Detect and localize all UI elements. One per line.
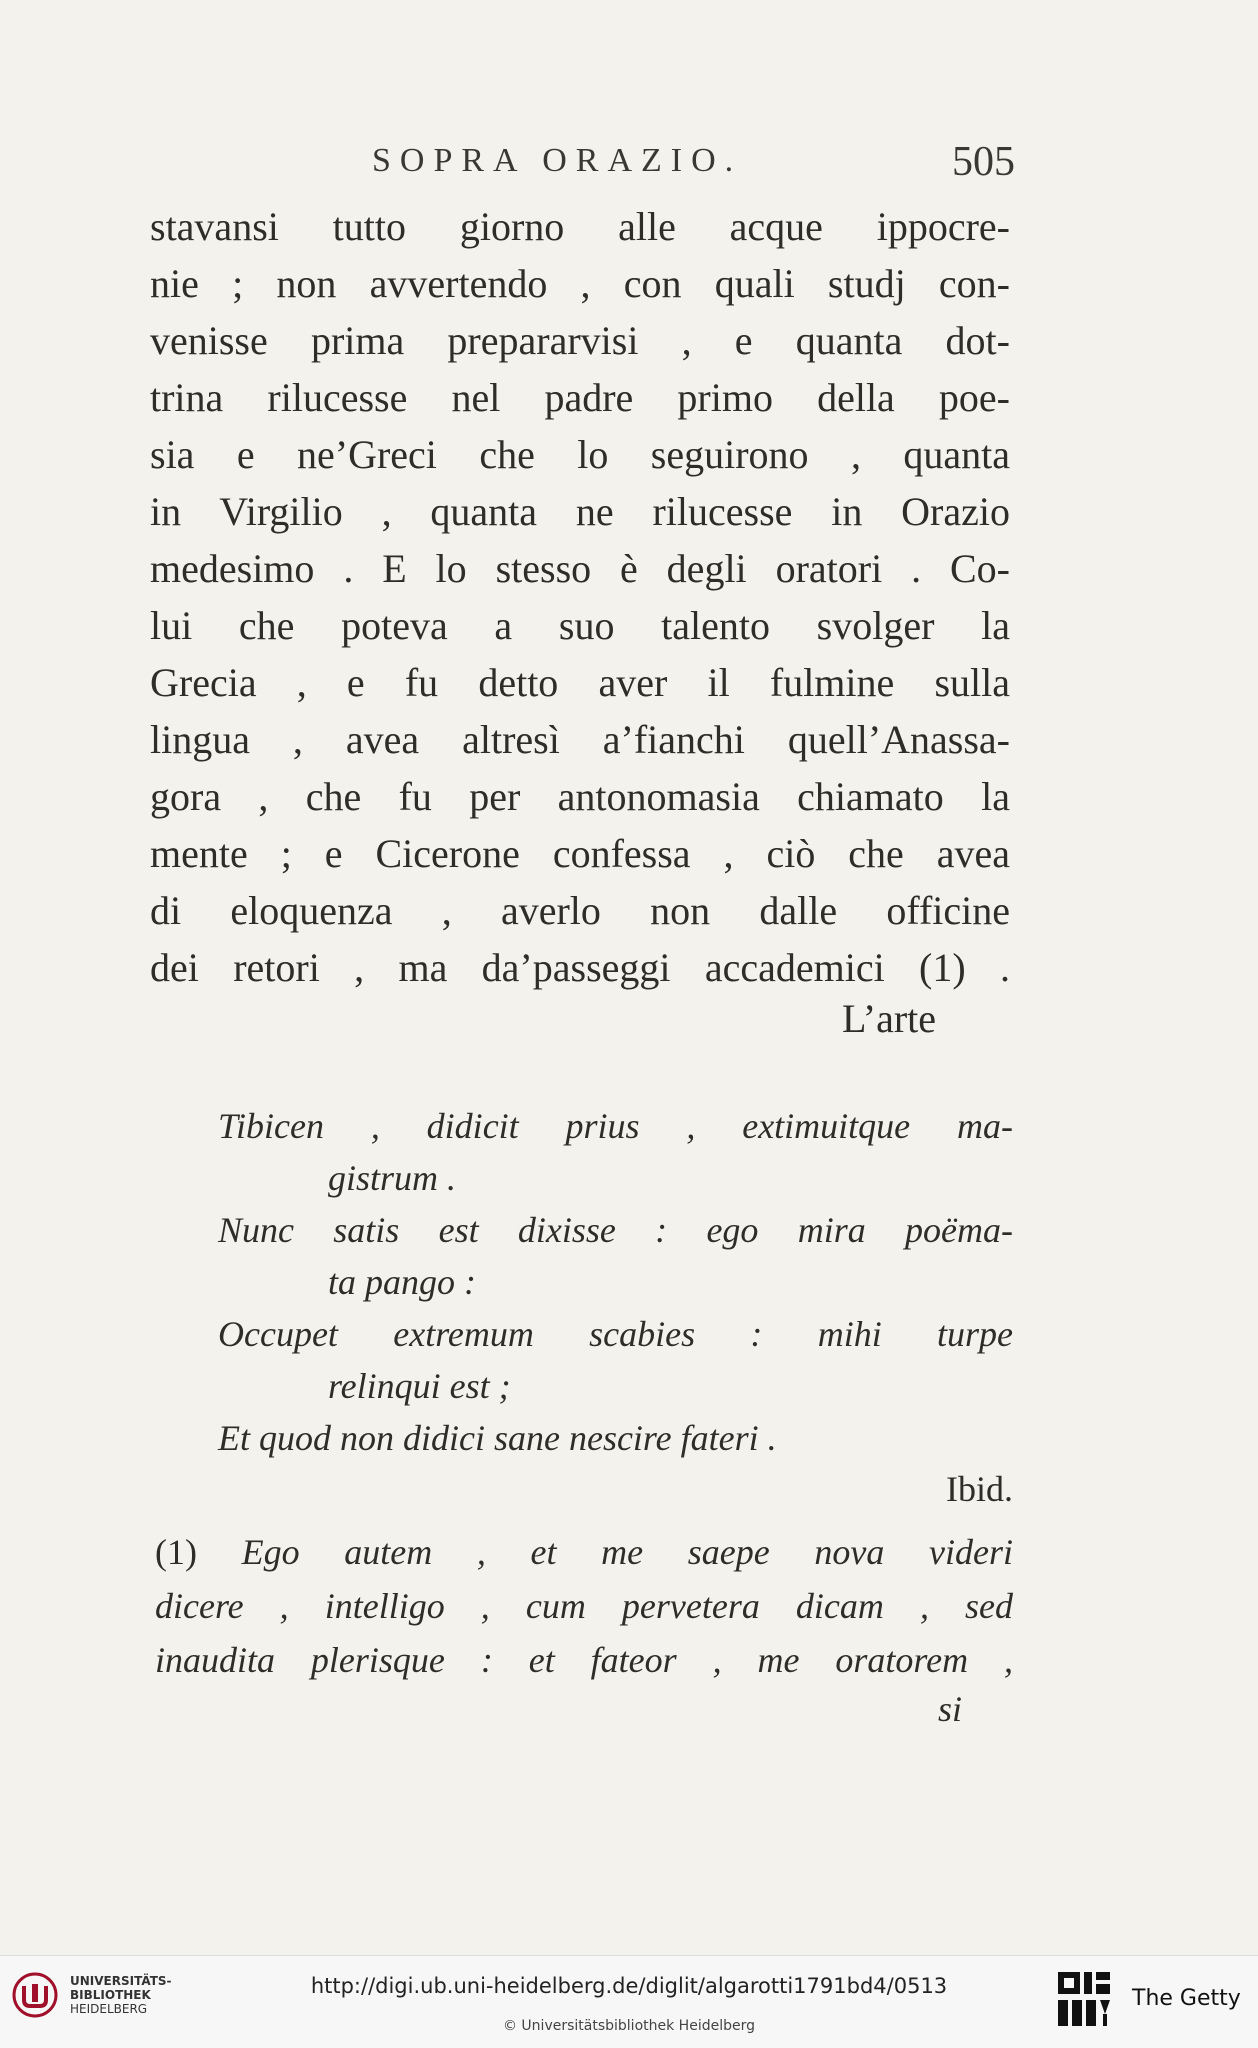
body-line: di eloquenza , averlo non dalle officine xyxy=(150,888,1010,933)
verse-quotation xyxy=(218,1100,1013,1464)
verse-line: Et quod non didici sane nescire fateri . xyxy=(218,1418,777,1458)
verse-line: Tibicen , didicit prius , extimuitque ma- xyxy=(218,1106,1013,1146)
verse-line: gistrum . xyxy=(328,1158,457,1198)
body-line: dei retori , ma da’passeggi accademici (1) . xyxy=(150,945,1010,990)
viewer-footer xyxy=(0,1955,1258,2048)
body-line: lingua , avea altresì a’fianchi quell’Anassa- xyxy=(150,717,1010,762)
running-head: SOPRA ORAZIO. xyxy=(372,142,743,179)
page-header xyxy=(150,138,1015,188)
footnote-catchword: si xyxy=(938,1689,963,1729)
footnote-mark: (1) xyxy=(155,1532,197,1572)
catchword: L’arte xyxy=(842,996,937,1041)
body-line: venisse prima prepararvisi , e quanta dot- xyxy=(150,318,1010,363)
body-line: gora , che fu per antonomasia chiamato la xyxy=(150,774,1010,819)
verse-line: relinqui est ; xyxy=(328,1366,511,1406)
body-line: stavansi tutto giorno alle acque ippocre- xyxy=(150,204,1010,249)
body-line: Grecia , e fu detto aver il fulmine sulla xyxy=(150,660,1010,705)
page-number: 505 xyxy=(952,139,1015,185)
footnote-line: inaudita plerisque : et fateor , me oratorem , xyxy=(155,1640,1013,1680)
verse-line: Occupet extremum scabies : mihi turpe xyxy=(218,1314,1013,1354)
partner-name: The Getty xyxy=(1132,1986,1241,2011)
library-name-line: UNIVERSITÄTS- xyxy=(70,1974,172,1988)
body-line: medesimo . E lo stesso è degli oratori . Co- xyxy=(150,546,1010,591)
footnote xyxy=(155,1525,1013,1687)
library-name-line: BIBLIOTHEK xyxy=(70,1988,151,2002)
footnote-text: Ego autem , et me saepe nova videri xyxy=(241,1532,1014,1572)
body-line: nie ; non avvertendo , con quali studj con- xyxy=(150,261,1010,306)
library-name-line: HEIDELBERG xyxy=(70,2002,148,2016)
verse-line: ta pango : xyxy=(328,1262,476,1302)
body-line: trina rilucesse nel padre primo della poe- xyxy=(150,375,1010,420)
footnote-line: dicere , intelligo , cum pervetera dicam , sed xyxy=(155,1586,1013,1626)
copyright-notice: © Universitätsbibliothek Heidelberg xyxy=(502,2018,755,2034)
body-line: mente ; e Cicerone confessa , ciò che avea xyxy=(150,831,1010,876)
getty-logo-icon xyxy=(1056,1970,1112,2028)
body-line: sia e ne’Greci che lo seguirono , quanta xyxy=(150,432,1010,477)
verse-source: Ibid. xyxy=(946,1469,1013,1509)
body-paragraph xyxy=(150,198,1010,996)
footnote-line xyxy=(155,1525,1013,1579)
body-line: lui che poteva a suo talento svolger la xyxy=(150,603,1010,648)
body-line: in Virgilio , quanta ne rilucesse in Orazio xyxy=(150,489,1010,534)
permalink-url[interactable]: http://digi.ub.uni-heidelberg.de/diglit/algarotti1791bd4/0513 xyxy=(310,1974,948,1998)
verse-line: Nunc satis est dixisse : ego mira poëma- xyxy=(218,1210,1013,1250)
